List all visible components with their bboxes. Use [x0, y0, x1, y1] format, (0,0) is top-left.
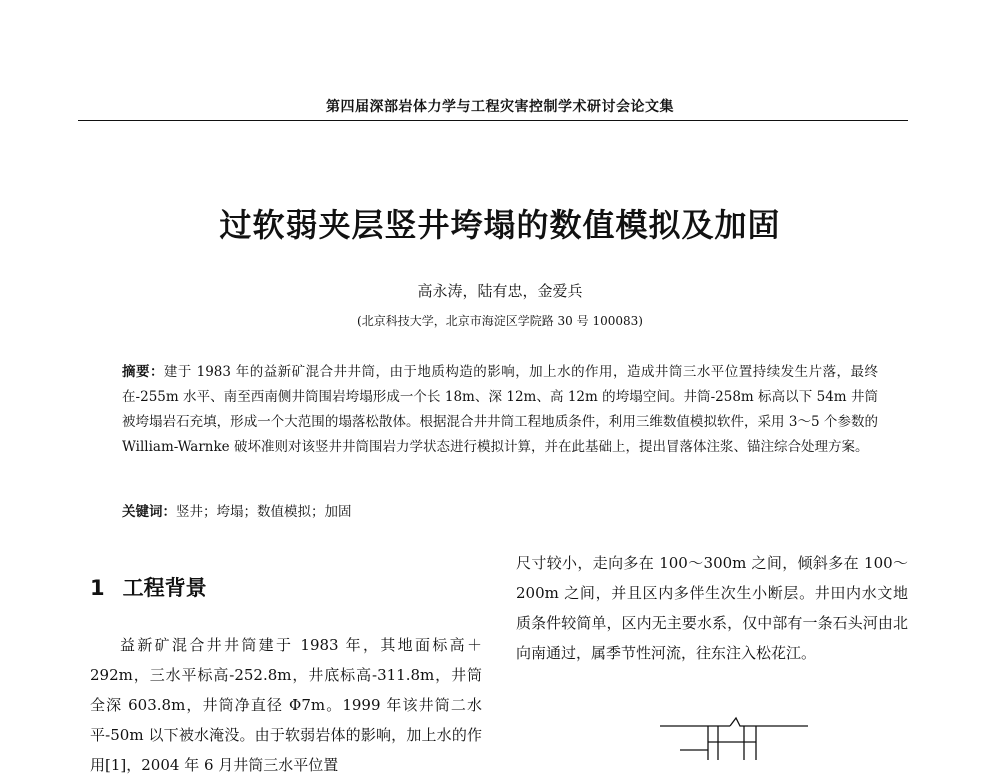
abstract-text: 建于 1983 年的益新矿混合井井筒，由于地质构造的影响，加上水的作用，造成井筒三水平位置持续发生片落，最终在-255m 水平、南至西南侧井筒围岩垮塌形成一个长 18m、深 12m、高 12m 的垮塌空间。井筒-258m 标高以下 54m 井筒被垮塌岩石充填，形成一个大范围的塌落松散体。根据混合井井筒工程地质条件，利用三维数值模拟软件，采用 3～5 个参数的 William-Warnke 破坏准则对该竖井井筒围岩力学状态进行模拟计算，并在此基础上，提出冒落体注浆、锚注综合处理方案。 — [122, 364, 879, 455]
header-rule — [78, 120, 908, 121]
abstract — [122, 360, 878, 460]
keywords-label: 关键词： — [122, 504, 176, 520]
section-title: 工程背景 — [122, 576, 207, 600]
body-right-column: 尺寸较小，走向多在 100～300m 之间，倾斜多在 100～200m 之间，并且区内多伴生次生小断层。井田内水文地质条件较简单，区内无主要水系，仅中部有一条石头河由北向南通过，属季节性河流，往东注入松花江。 — [516, 554, 908, 662]
keywords — [122, 500, 878, 525]
shaft-figure — [660, 712, 810, 760]
keywords-text: 竖井；垮塌；数值模拟；加固 — [176, 504, 352, 520]
paper-authors: 高永涛，陆有忠，金爱兵 — [417, 282, 583, 300]
running-header: 第四届深部岩体力学与工程灾害控制学术研讨会论文集 — [326, 99, 674, 115]
paper-affiliation: (北京科技大学，北京市海淀区学院路 30 号 100083) — [357, 314, 643, 328]
body-left-column: 益新矿混合井井筒建于 1983 年，其地面标高＋292m，三水平标高-252.8m，井底标高-311.8m，井筒全深 603.8m，井筒净直径 Φ7m。1999 年该井筒二水平-50m 以下被水淹没。由于软弱岩体的影响，加上水的作用[1]，2004 年 6 月井筒三水平位置 — [90, 636, 482, 774]
section-heading — [90, 572, 207, 602]
section-number: 1 — [90, 576, 105, 600]
abstract-label: 摘要： — [122, 364, 164, 380]
paper-title: 过软弱夹层竖井垮塌的数值模拟及加固 — [219, 206, 781, 244]
